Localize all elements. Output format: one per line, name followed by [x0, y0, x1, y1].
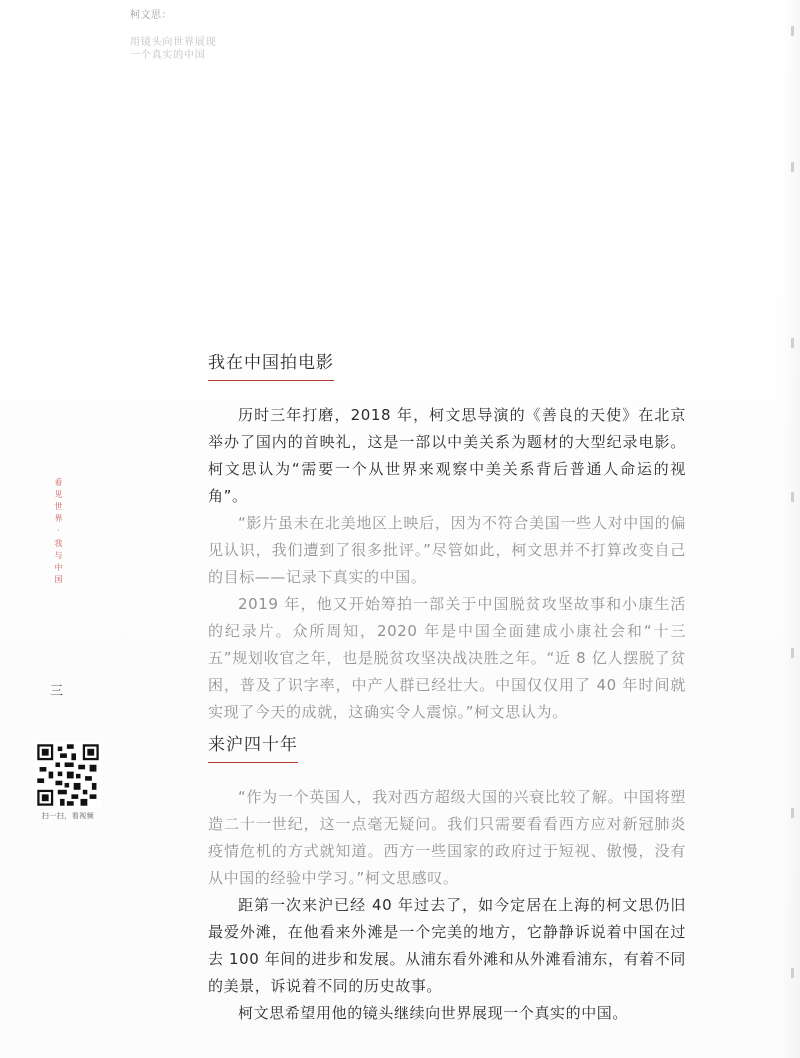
scan-mark: [791, 968, 794, 978]
running-header: [130, 10, 216, 62]
section-1-body: [208, 402, 686, 726]
section-2-body: [208, 784, 686, 1027]
section-2-paragraph-3: 柯文思希望用他的镜头继续向世界展现一个真实的中国。: [238, 1004, 629, 1022]
header-subtitle-line2: 一个真实的中国: [130, 50, 206, 61]
scan-mark: [791, 808, 794, 818]
scan-mark: [791, 338, 794, 348]
section-1-paragraph-3: 2019 年，他又开始筹拍一部关于中国脱贫攻坚故事和小康生活的纪录片。众所周知，2020 年是中国全面建成小康社会和“十三五”规划收官之年，也是脱贫攻坚决战决胜之年。“近 8 亿人摆脱了贫困，普及了识字率，中产人群已经壮大。中国仅仅用了 40 年时间就实现了今天的成就，这确实令人震惊。”柯文思认为。: [208, 595, 686, 721]
qr-code-icon[interactable]: [35, 742, 101, 808]
scan-mark: [791, 648, 794, 658]
qr-code-block[interactable]: [28, 742, 108, 821]
section-1-paragraph-1: 历时三年打磨，2018 年，柯文思导演的《善良的天使》在北京举办了国内的首映礼，这是一部以中美关系为题材的大型纪录电影。柯文思认为“需要一个从世界来观察中美关系背后普通人命运的视角”。: [208, 406, 686, 505]
section-2-paragraph-1: “作为一个英国人，我对西方超级大国的兴衰比较了解。中国将塑造二十一世纪，这一点毫无疑问。我们只需要看看西方应对新冠肺炎疫情危机的方式就知道。西方一些国家的政府过于短视、傲慢，没有从中国的经验中学习。”柯文思感叹。: [208, 788, 686, 887]
qr-caption: 扫一扫，看视频: [41, 812, 95, 820]
header-subtitle-line1: 用镜头向世界展现: [130, 37, 217, 48]
section-title-forty-years-in-shanghai: 来沪四十年: [208, 732, 298, 763]
side-band-text: 看见世界·我与中国: [54, 478, 63, 587]
scan-mark: [791, 162, 794, 172]
page-number: 三: [50, 684, 64, 699]
header-subtitle: [130, 36, 216, 62]
section-2-paragraph-2: 距第一次来沪已经 40 年过去了，如今定居在上海的柯文思仍旧最爱外滩，在他看来外滩是一个完美的地方，它静静诉说着中国在过去 100 年间的进步和发展。从浦东看外滩和从外滩看浦东，有着不同的美景，诉说着不同的历史故事。: [208, 896, 686, 995]
scan-edge-shadow: [782, 0, 800, 1058]
section-1-paragraph-2: “影片虽未在北美地区上映后，因为不符合美国一些人对中国的偏见认识，我们遭到了很多批评。”尽管如此，柯文思并不打算改变自己的目标——记录下真实的中国。: [208, 514, 686, 586]
section-heading-1: [208, 350, 334, 381]
section-heading-2: [208, 732, 298, 763]
scan-mark: [791, 492, 794, 502]
scan-mark: [791, 26, 794, 36]
header-author: 柯文思：: [130, 10, 172, 21]
section-title-shooting-in-china: 我在中国拍电影: [208, 350, 334, 381]
